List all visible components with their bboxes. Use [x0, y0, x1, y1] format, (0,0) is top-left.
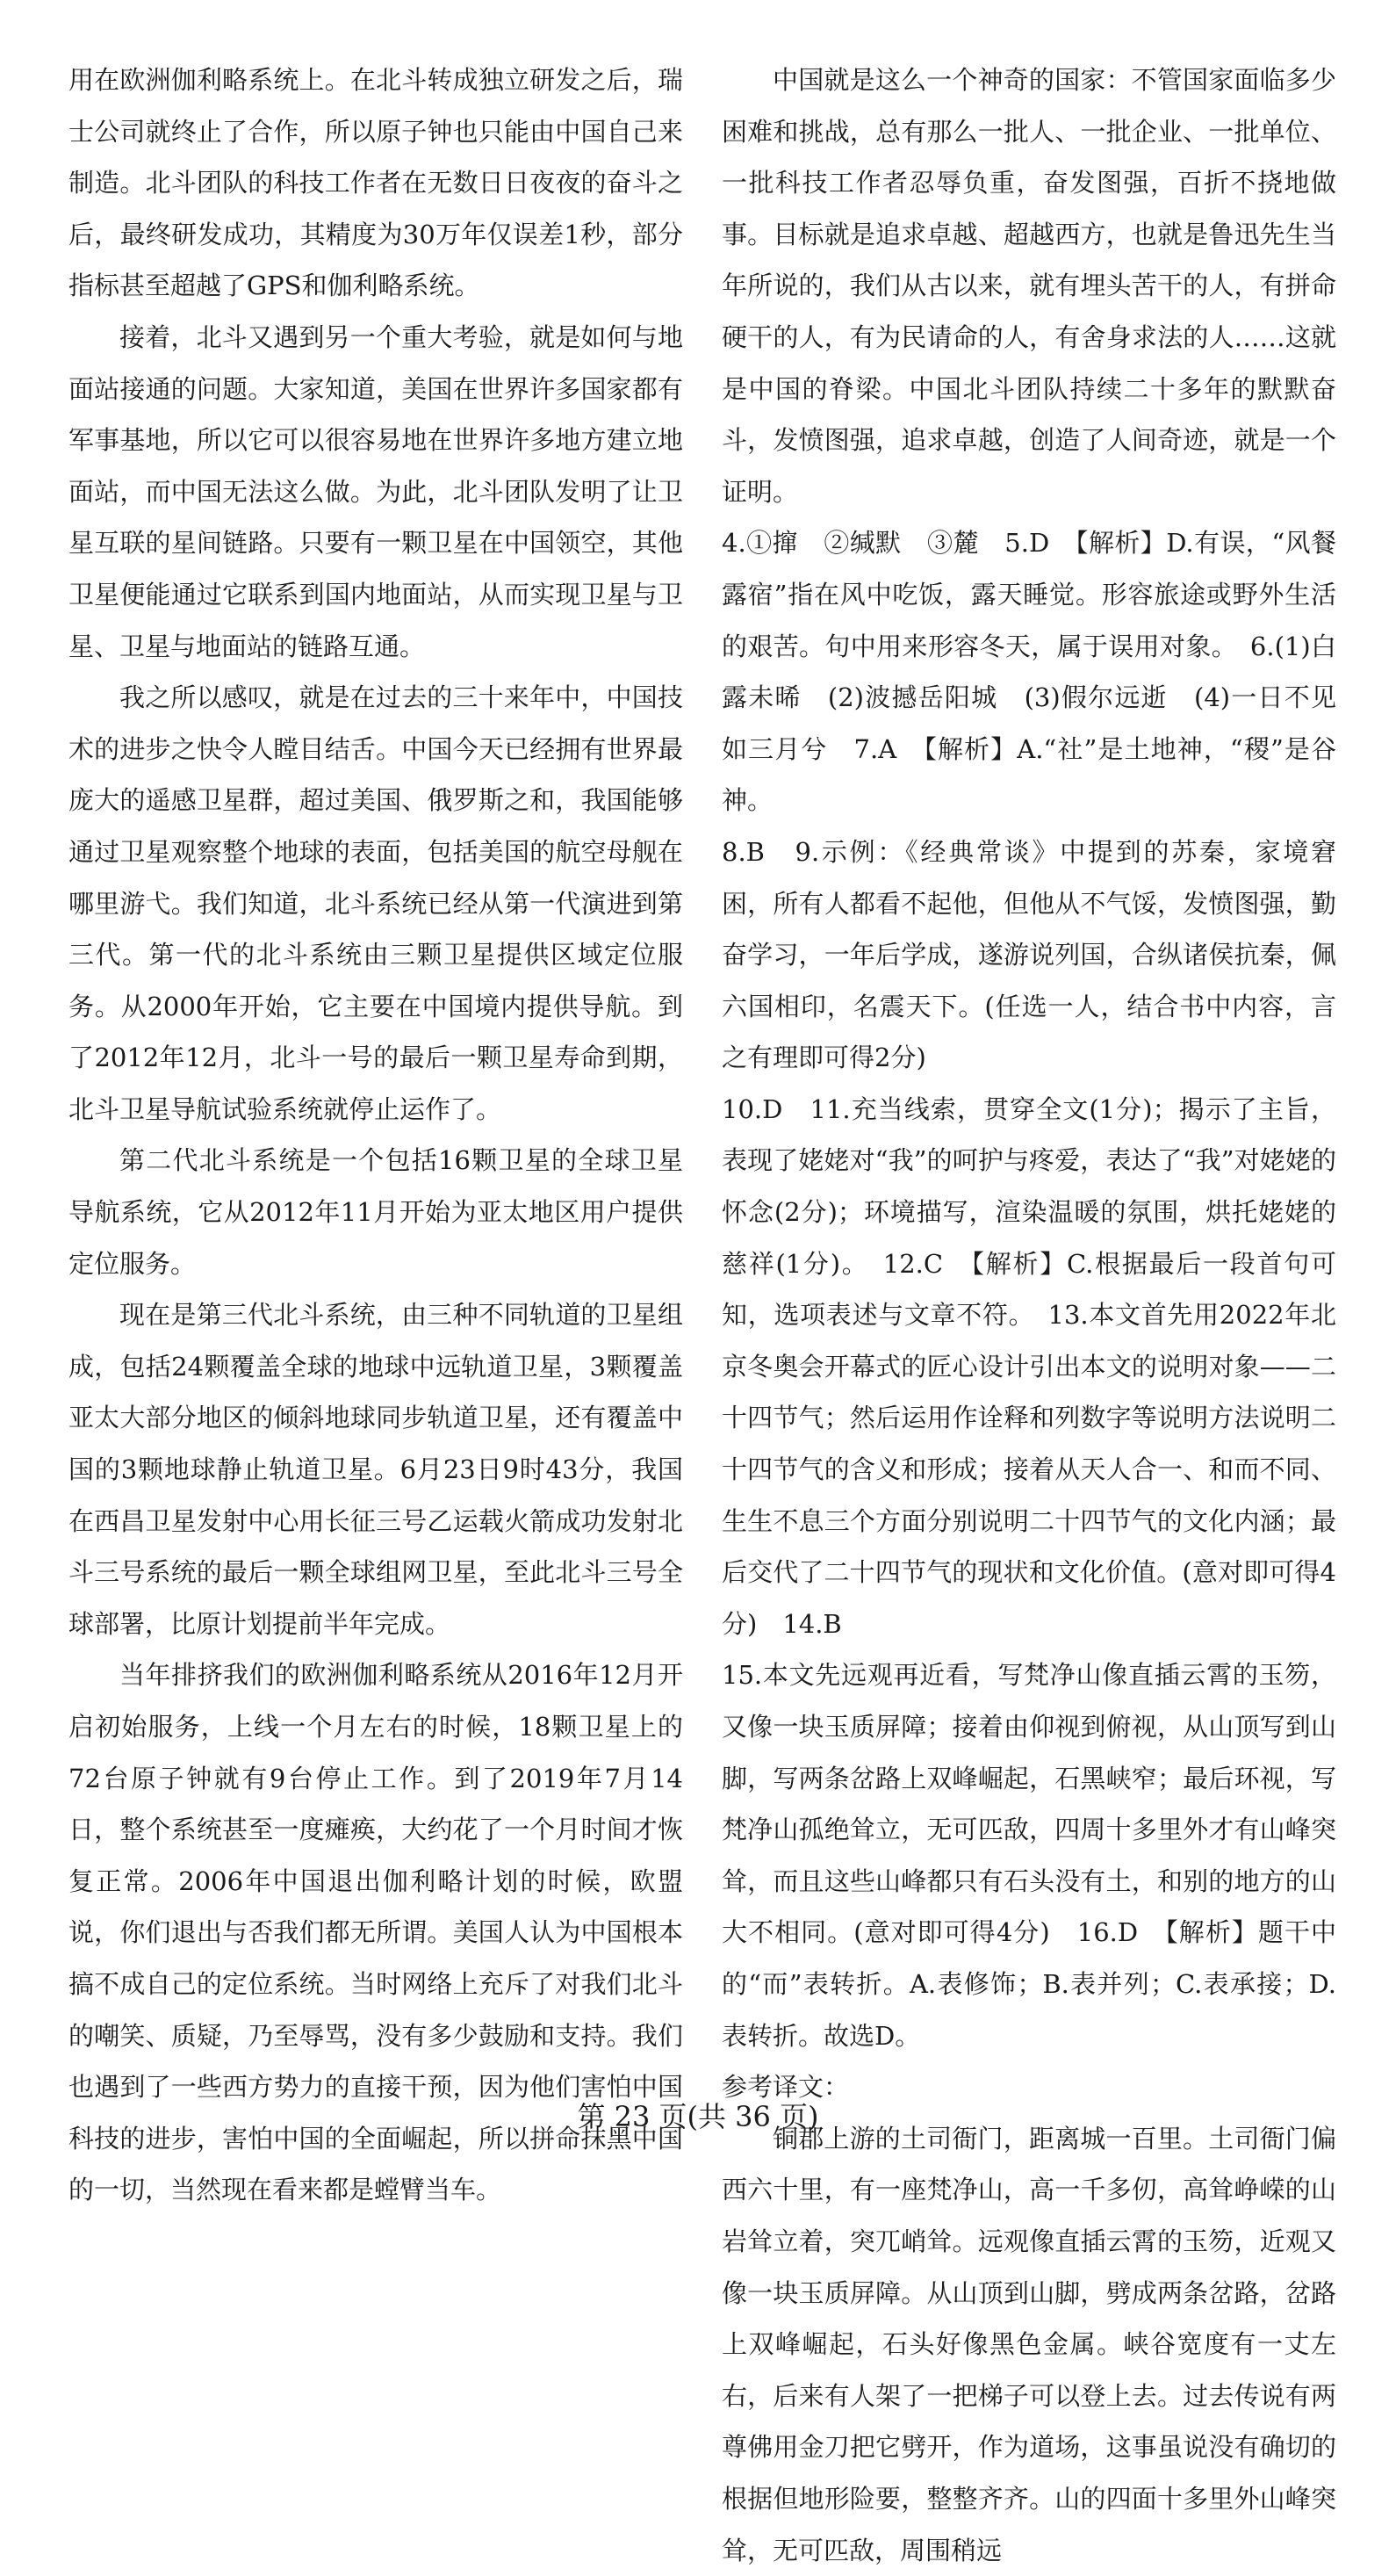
paragraph: 第二代北斗系统是一个包括16颗卫星的全球卫星导航系统，它从2012年11月开始为亚太地区用户提供定位服务。 — [68, 1145, 683, 1279]
right-column — [722, 54, 1336, 2576]
paragraph: 现在是第三代北斗系统，由三种不同轨道的卫星组成，包括24颗覆盖全球的地球中远轨道卫星，3颗覆盖亚太大部分地区的倾斜地球同步轨道卫星，还有覆盖中国的3颗地球静止轨道卫星。6月23日9时43分，我国在西昌卫星发射中心用长征三号乙运载火箭成功发射北斗三号系统的最后一颗全球组网卫星，至此北斗三号全球部署，比原计划提前半年完成。 — [68, 1300, 683, 1639]
answer-block: 4.①撺 ②缄默 ③麓 5.D 【解析】D.有误，“风餐露宿”指在风中吃饭，露天睡觉。形容旅途或野外生活的艰苦。句中用来形容冬天，属于误用对象。 6.(1)白露未晞 (2)波撼岳阳城 (3)假尔远逝 (4)一日不见如三月兮 7.A 【解析】A.“社”是土地神，“稷”是谷神。 — [722, 528, 1336, 816]
translation-text: 铜郡上游的土司衙门，距离城一百里。土司衙门偏西六十里，有一座梵净山，高一千多仞，高耸峥嵘的山岩耸立着，突兀峭耸。远观像直插云霄的玉笏，近观又像一块玉质屏障。从山顶到山脚，劈成两条岔路，岔路上双峰崛起，石头好像黑色金属。峡谷宽度有一丈左右，后来有人架了一把梯子可以登上去。过去传说有两尊佛用金刀把它劈开，作为道场，这事虽说没有确切的根据但地形险要，整整齐齐。山的四面十多里外山峰突耸，无可匹敌，周围稍远 — [722, 2123, 1336, 2565]
paragraph: 中国就是这么一个神奇的国家：不管国家面临多少困难和挑战，总有那么一批人、一批企业、一批单位、一批科技工作者忍辱负重，奋发图强，百折不挠地做事。目标就是追求卓越、超越西方，也就是鲁迅先生当年所说的，我们从古以来，就有埋头苦干的人，有拼命硬干的人，有为民请命的人，有舍身求法的人……这就是中国的脊梁。中国北斗团队持续二十多年的默默奋斗，发愤图强，追求卓越，创造了人间奇迹，就是一个证明。 — [722, 65, 1336, 507]
paragraph: 接着，北斗又遇到另一个重大考验，就是如何与地面站接通的问题。大家知道，美国在世界许多国家都有军事基地，所以它可以很容易地在世界许多地方建立地面站，而中国无法这么做。为此，北斗团队发明了让卫星互联的星间链路。只要有一颗卫星在中国领空，其他卫星便能通过它联系到国内地面站，从而实现卫星与卫星、卫星与地面站的链路互通。 — [68, 321, 683, 661]
left-column — [68, 54, 683, 2216]
paragraph: 我之所以感叹，就是在过去的三十来年中，中国技术的进步之快令人瞠目结舌。中国今天已经拥有世界最庞大的遥感卫星群，超过美国、俄罗斯之和，我国能够通过卫星观察整个地球的表面，包括美国的航空母舰在哪里游弋。我们知道，北斗系统已经从第一代演进到第三代。第一代的北斗系统由三颗卫星提供区域定位服务。从2000年开始，它主要在中国境内提供导航。到了2012年12月，北斗一号的最后一颗卫星寿命到期，北斗卫星导航试验系统就停止运作了。 — [68, 682, 683, 1124]
paragraph: 当年排挤我们的欧洲伽利略系统从2016年12月开启初始服务，上线一个月左右的时候，18颗卫星上的72台原子钟就有9台停止工作。到了2019年7月14日，整个系统甚至一度瘫痪，大约花了一个月时间才恢复正常。2006年中国退出伽利略计划的时候，欧盟说，你们退出与否我们都无所谓。美国人认为中国根本搞不成自己的定位系统。当时网络上充斥了对我们北斗的嘲笑、质疑，乃至辱骂，没有多少鼓励和支持。我们也遇到了一些西方势力的直接干预，因为他们害怕中国科技的进步，害怕中国的全面崛起，所以拼命抹黑中国的一切，当然现在看来都是螳臂当车。 — [68, 1660, 683, 2205]
paragraph: 用在欧洲伽利略系统上。在北斗转成独立研发之后，瑞士公司就终止了合作，所以原子钟也只能由中国自己来制造。北斗团队的科技工作者在无数日日夜夜的奋斗之后，最终研发成功，其精度为30万年仅误差1秒，部分指标甚至超越了GPS和伽利略系统。 — [68, 65, 683, 301]
answer-block: 10.D 11.充当线索，贯穿全文(1分)；揭示了主旨，表现了姥姥对“我”的呵护与疼爱，表达了“我”对姥姥的怀念(2分)；环境描写，渲染温暖的氛围，烘托姥姥的慈祥(1分)。 12.C 【解析】C.根据最后一段首句可知，选项表述与文章不符。 13.本文首先用2022年北京冬奥会开幕式的匠心设计引出本文的说明对象——二十四节气；然后运用作诠释和列数字等说明方法说明二十四节气的含义和形成；接着从天人合一、和而不同、生生不息三个方面分别说明二十四节气的文化内涵；最后交代了二十四节气的现状和文化价值。(意对即可得4分) 14.B — [722, 1093, 1336, 1639]
answer-block: 8.B 9.示例：《经典常谈》中提到的苏秦，家境窘困，所有人都看不起他，但他从不气馁，发愤图强，勤奋学习，一年后学成，遂游说列国，合纵诸侯抗秦，佩六国相印，名震天下。(任选一人，结合书中内容，言之有理即可得2分) — [722, 836, 1336, 1073]
page-number: 第 23 页(共 36 页) — [577, 2100, 819, 2133]
translation-label: 参考译文： — [722, 2072, 850, 2103]
answer-block: 15.本文先远观再近看，写梵净山像直插云霄的玉笏，又像一块玉质屏障；接着由仰视到俯视，从山顶写到山脚，写两条岔路上双峰崛起，石黑峡窄；最后环视，写梵净山孤绝耸立，无可匹敌，四周十多里外才有山峰突耸，而且这些山峰都只有石头没有土，和别的地方的山大不相同。(意对即可得4分) 16.D 【解析】题干中的“而”表转折。A.表修饰；B.表并列；C.表承接；D.表转折。故选D。 — [722, 1660, 1336, 2051]
